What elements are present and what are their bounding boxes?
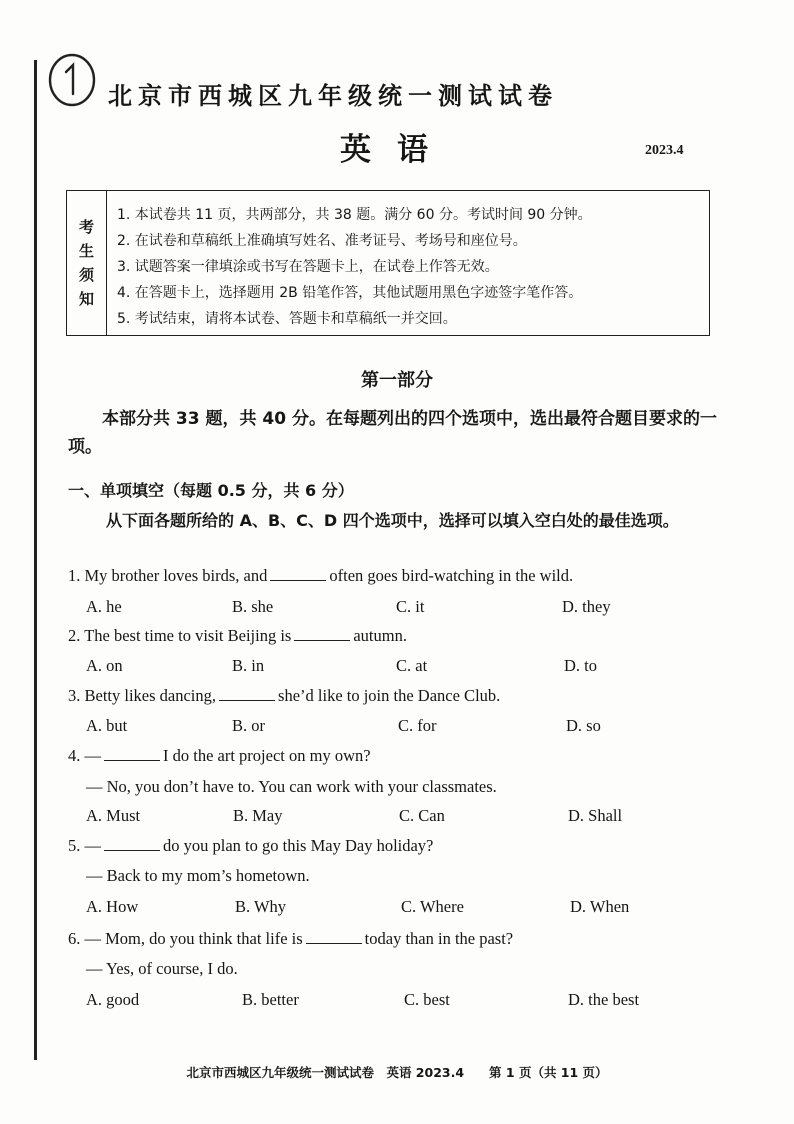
question-6-stem: 6. — Mom, do you think that life is today than in the past? — [68, 929, 514, 948]
answer-blank — [270, 566, 326, 581]
option-b: B. she — [232, 597, 274, 616]
option-d: D. so — [566, 716, 601, 735]
notice-item: 1. 本试卷共 11 页，共两部分，共 38 题。满分 60 分。考试时间 90 分钟。 — [117, 207, 592, 223]
option-c: C. for — [398, 716, 437, 735]
option-a: A. Must — [86, 806, 141, 825]
notice-item: 5. 考试结束，请将本试卷、答题卡和草稿纸一并交回。 — [117, 311, 457, 327]
answer-blank — [306, 929, 362, 944]
notice-label — [67, 191, 107, 335]
option-d: D. the best — [568, 990, 640, 1009]
option-c: C. best — [404, 990, 450, 1009]
notice-label-char: 生 — [78, 242, 94, 260]
question-3-options — [86, 716, 726, 736]
part-title: 第一部分 — [361, 370, 433, 391]
option-c: C. Where — [401, 897, 464, 916]
option-a: A. good — [86, 990, 140, 1009]
option-a: A. on — [86, 656, 123, 675]
option-d: D. to — [564, 656, 597, 675]
option-c: C. at — [396, 656, 428, 675]
option-b: B. May — [233, 806, 283, 825]
notice-label-char: 知 — [78, 290, 94, 308]
option-b: B. better — [242, 990, 299, 1009]
question-5-stem: 5. — do you plan to go this May Day holiday? — [68, 836, 434, 855]
question-2-options — [86, 656, 726, 676]
question-6-reply: — Yes, of course, I do. — [86, 959, 238, 978]
question-1-stem: 1. My brother loves birds, and often goes bird-watching in the wild. — [68, 566, 574, 585]
question-4-reply: — No, you don’t have to. You can work with your classmates. — [86, 777, 497, 796]
notice-label-char: 须 — [78, 266, 94, 284]
candidate-notice-box — [66, 190, 710, 336]
option-b: B. Why — [235, 897, 287, 916]
question-1-options — [86, 597, 726, 617]
answer-blank — [104, 836, 160, 851]
part-description: 本部分共 33 题，共 40 分。在每题列出的四个选项中，选出最符合题目要求的一项。 — [68, 409, 717, 457]
section-instruction: 从下面各题所给的 A、B、C、D 四个选项中，选择可以填入空白处的最佳选项。 — [106, 511, 679, 530]
option-d: D. Shall — [568, 806, 623, 825]
option-b: B. in — [232, 656, 265, 675]
option-c: C. Can — [399, 806, 445, 825]
notice-list — [107, 191, 592, 335]
option-a: A. How — [86, 897, 139, 916]
section-heading: 一、单项填空（每题 0.5 分，共 6 分） — [68, 481, 354, 500]
exam-title: 北京市西城区九年级统一测试试卷 — [108, 82, 558, 110]
page-footer: 北京市西城区九年级统一测试试卷 英语 2023.4 第 1 页（共 11 页） — [186, 1065, 608, 1080]
option-d: D. When — [570, 897, 630, 916]
question-2-stem: 2. The best time to visit Beijing is autumn. — [68, 626, 407, 645]
option-a: A. he — [86, 597, 122, 616]
option-a: A. but — [86, 716, 128, 735]
answer-blank — [219, 686, 275, 701]
answer-blank — [104, 746, 160, 761]
notice-item: 3. 试题答案一律填涂或书写在答题卡上，在试卷上作答无效。 — [117, 259, 499, 275]
question-6-options — [86, 990, 726, 1010]
question-4-stem: 4. — I do the art project on my own? — [68, 746, 371, 765]
answer-blank — [294, 626, 350, 641]
notice-item: 2. 在试卷和草稿纸上准确填写姓名、准考证号、考场号和座位号。 — [117, 233, 527, 249]
handwritten-circle-mark — [46, 50, 98, 108]
option-c: C. it — [396, 597, 425, 616]
question-3-stem: 3. Betty likes dancing, she’d like to join the Dance Club. — [68, 686, 501, 705]
notice-item: 4. 在答题卡上，选择题用 2B 铅笔作答，其他试题用黑色字迹签字笔作答。 — [117, 285, 583, 301]
option-b: B. or — [232, 716, 265, 735]
question-4-options — [86, 806, 726, 826]
left-margin-rule — [34, 60, 37, 1060]
exam-date: 2023.4 — [645, 143, 684, 158]
option-d: D. they — [562, 597, 611, 616]
question-5-options — [86, 897, 726, 917]
subject-title: 英语 — [340, 132, 454, 168]
notice-label-char: 考 — [78, 218, 94, 236]
question-5-reply: — Back to my mom’s hometown. — [86, 866, 310, 885]
